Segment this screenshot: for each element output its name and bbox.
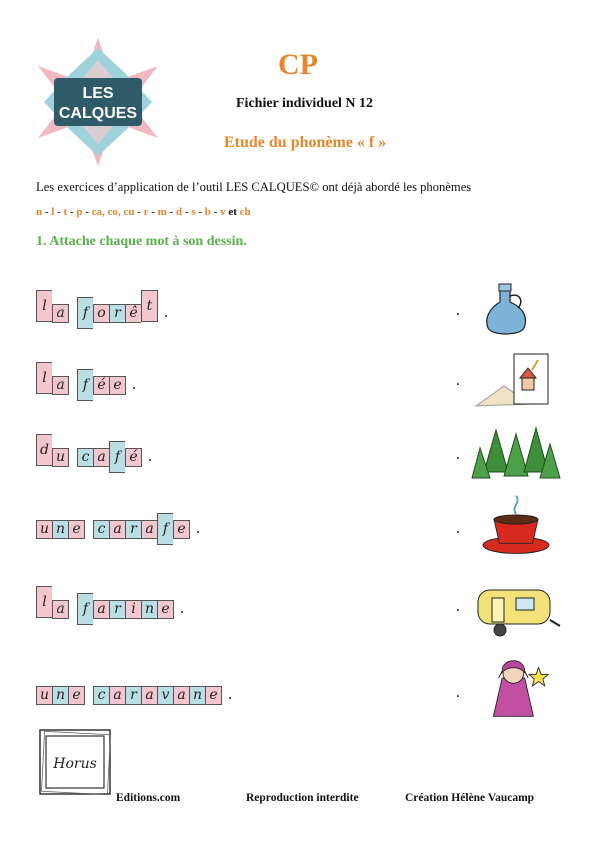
phoneme-item: s [191,206,196,218]
letter-cell: u [36,686,52,705]
fee-picture[interactable] [470,652,562,718]
match-dot[interactable]: . [196,520,200,537]
horus-logo [38,728,116,798]
letter-cell: c [93,686,109,705]
cafe-picture[interactable] [470,492,562,558]
letter-cell: l [36,586,52,618]
footer-creation: Création Hélène Vaucamp [405,792,535,804]
letter-cell: a [52,600,69,619]
letter-cell: n [189,686,205,705]
foret-picture[interactable] [470,418,562,484]
caravane-picture[interactable] [470,578,562,644]
match-dot[interactable]: . [456,446,460,463]
match-dot[interactable]: . [132,376,136,393]
match-dot[interactable]: . [148,448,152,465]
phoneme-list: n - l - t - p - ca, co, cu - r - m - d - s - b - v et ch [36,206,251,218]
letter-cell: e [157,600,174,619]
letter-cell: a [173,686,189,705]
match-dot[interactable]: . [180,600,184,617]
word-une-caravane[interactable] [36,678,232,712]
logo-text-bottom: CALQUES [58,105,138,122]
word-une-carafe[interactable] [36,512,200,546]
phoneme-title: Etude du phonème « f » [224,134,387,151]
letter-cell: r [125,686,141,705]
word-la-foret[interactable] [36,296,168,330]
phoneme-item: m [157,206,167,218]
letter-cell: n [52,520,68,539]
letter-cell: a [109,686,125,705]
phoneme-item: v [220,206,226,218]
footer-reproduction: Reproduction interdite [246,792,359,804]
letter-cell: r [109,600,125,619]
letter-cell: c [93,520,109,539]
horus-text: Horus [53,756,97,772]
letter-cell: n [52,686,68,705]
letter-cell: a [52,304,69,323]
page-title: CP [278,48,318,81]
footer-editions: Editions.com [116,792,181,804]
letter-cell: i [125,600,141,619]
letter-cell: r [109,304,125,323]
phoneme-item: b [204,206,211,218]
letter-cell: a [109,520,125,539]
letter-cell: a [141,686,157,705]
letter-cell: d [36,434,52,466]
letter-cell: f [109,441,125,473]
letter-cell: ê [125,304,141,323]
les-calques-logo [34,38,162,166]
match-dot[interactable]: . [456,302,460,319]
letter-cell: a [93,600,109,619]
letter-cell: e [173,520,190,539]
match-dot[interactable]: . [456,684,460,701]
phoneme-item: d [176,206,183,218]
letter-cell: e [109,376,126,395]
word-du-cafe[interactable] [36,440,152,474]
letter-cell: c [77,448,93,467]
phoneme-item: ch [239,206,251,218]
letter-cell: l [36,362,52,394]
intro-text: Les exercices d’application de l’outil LES CALQUES© ont déjà abordé les phonèmes [36,180,472,194]
letter-cell: a [52,376,69,395]
farine-picture[interactable] [470,346,562,412]
logo-text-top: LES [82,85,114,102]
phoneme-item: l [51,206,55,218]
letter-cell: u [52,448,69,467]
phoneme-item: ca, co, cu [91,206,135,218]
letter-cell: f [77,369,93,401]
match-dot[interactable]: . [456,520,460,537]
letter-cell: n [141,600,157,619]
match-dot[interactable]: . [456,372,460,389]
letter-cell: e [205,686,222,705]
page-subtitle: Fichier individuel N 12 [236,96,374,111]
phoneme-conj: et [228,206,237,218]
word-la-farine[interactable] [36,592,184,626]
match-dot[interactable]: . [456,598,460,615]
letter-cell: a [93,448,109,467]
word-la-fee[interactable] [36,368,136,402]
phoneme-item: t [63,206,68,218]
letter-cell: f [77,297,93,329]
match-dot[interactable]: . [228,686,232,703]
exercise-title: 1. Attache chaque mot à son dessin. [36,234,247,249]
letter-cell: f [157,513,173,545]
letter-cell: f [77,593,93,625]
letter-cell: t [141,290,158,322]
letter-cell: o [93,304,109,323]
phoneme-item: n [36,206,43,218]
carafe-picture[interactable] [470,274,562,340]
phoneme-item: r [143,206,149,218]
letter-cell: r [125,520,141,539]
letter-cell: é [125,448,142,467]
letter-cell: v [157,686,173,705]
letter-cell: é [93,376,109,395]
letter-cell: e [68,520,85,539]
phoneme-item: p [76,206,83,218]
match-dot[interactable]: . [164,304,168,321]
letter-cell: u [36,520,52,539]
letter-cell: e [68,686,85,705]
letter-cell: a [141,520,157,539]
letter-cell: l [36,290,52,322]
